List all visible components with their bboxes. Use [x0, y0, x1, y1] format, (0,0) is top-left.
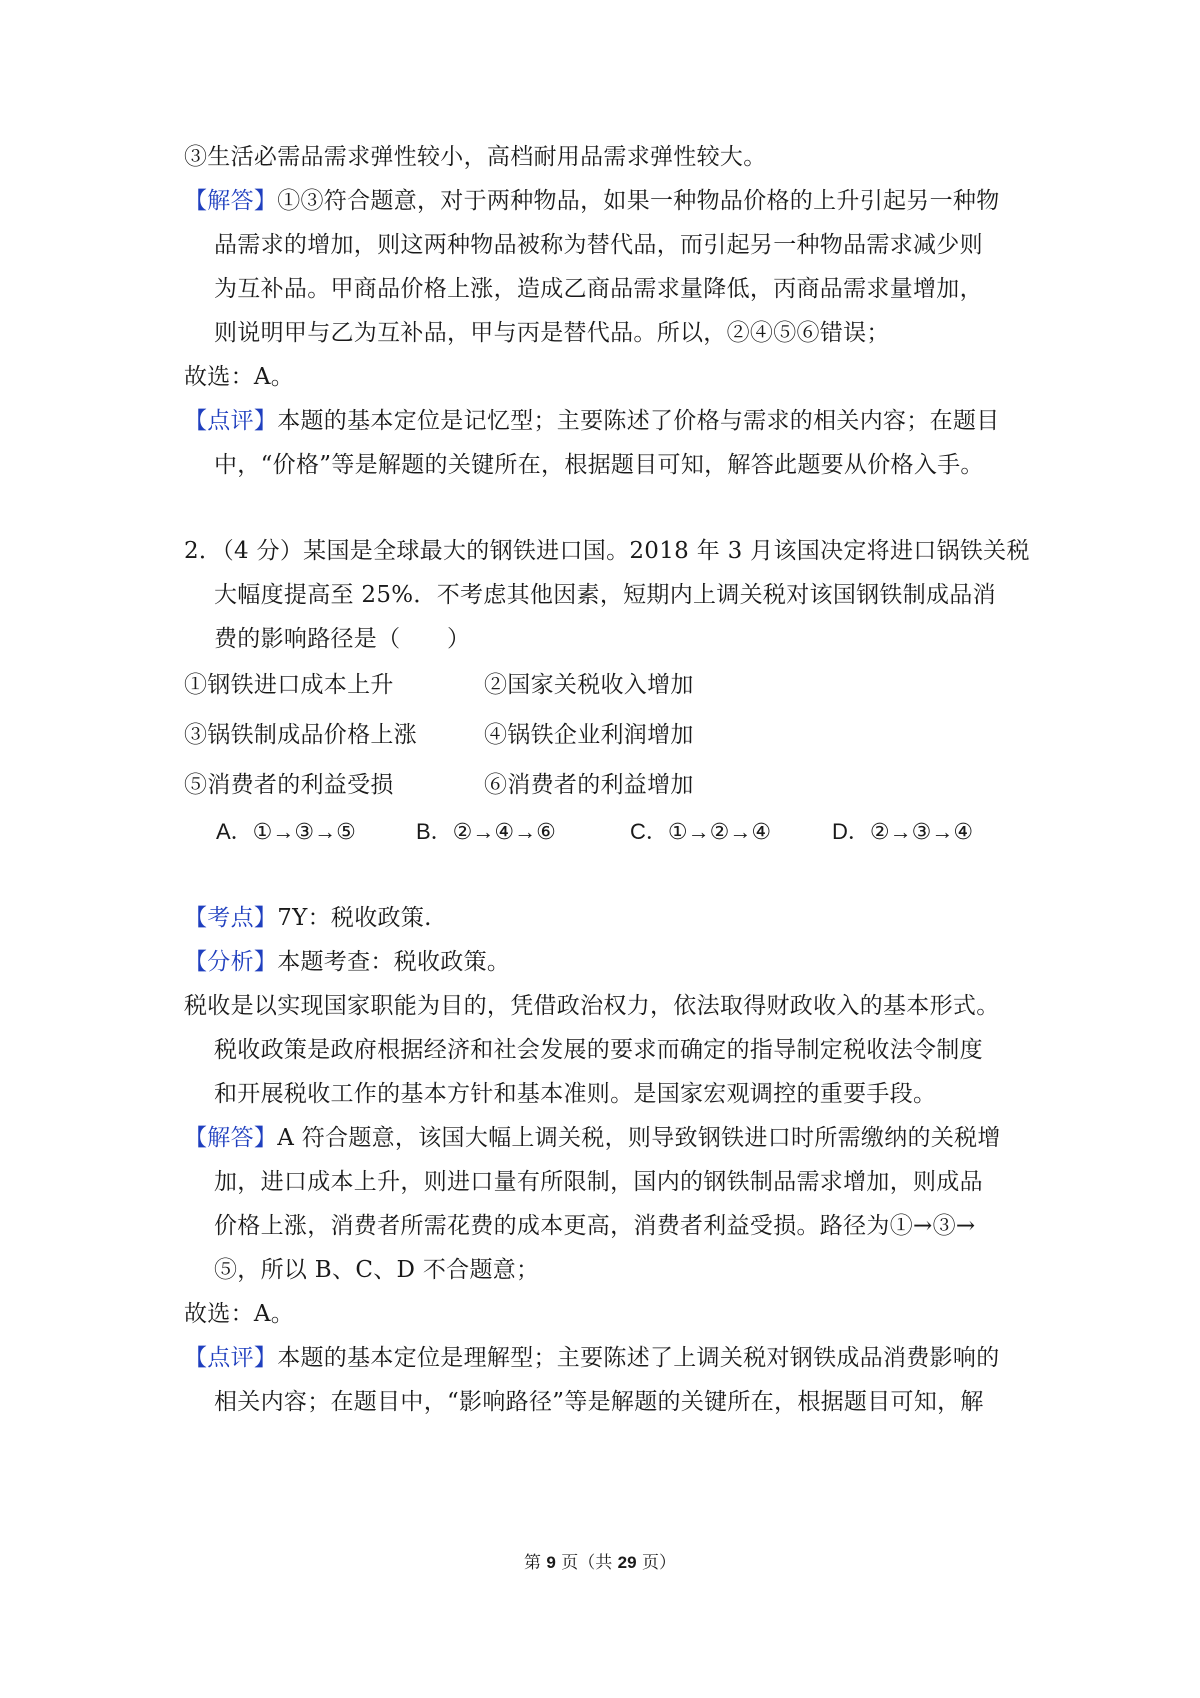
current-page-number: 9 — [546, 1553, 556, 1572]
q1-choice: 故选：A。 — [184, 364, 295, 390]
q2-stem-line-2: 大幅度提高至 25%．不考虑其他因素，短期内上调关税对该国钢铁制成品消 — [214, 582, 996, 608]
fenxi-tag: 【分析】 — [184, 949, 278, 975]
q2-option-a: A．①→③→⑤ — [216, 819, 356, 844]
q2-stem-line-1: 2．（4 分）某国是全球最大的钢铁进口国。2018 年 3 月该国决定将进口锅铁关税 — [184, 538, 1030, 564]
q2-comment-line-2: 相关内容；在题目中，“影响路径”等是解题的关键所在，根据题目可知，解 — [214, 1389, 984, 1415]
q2-option-b: B．②→④→⑥ — [416, 819, 556, 844]
q2-option-c: C．①→②→④ — [630, 819, 772, 844]
q1-comment-line-1: 【点评】本题的基本定位是记忆型；主要陈述了价格与需求的相关内容；在题目 — [184, 408, 1000, 434]
q2-analysis-line-1: 税收是以实现国家职能为目的，凭借政治权力，依法取得财政收入的基本形式。 — [184, 993, 1000, 1019]
q2-choice: 故选：A。 — [184, 1301, 295, 1327]
q2-item-3: ③锅铁制成品价格上涨 — [184, 722, 417, 748]
q2-analysis-line-3: 和开展税收工作的基本方针和基本准则。是国家宏观调控的重要手段。 — [214, 1081, 937, 1107]
q2-item-5: ⑤消费者的利益受损 — [184, 772, 394, 798]
answer-tag: 【解答】 — [184, 1125, 278, 1151]
q1-answer-line-1: 【解答】①③符合题意，对于两种物品，如果一种物品价格的上升引起另一种物 — [184, 188, 1000, 214]
q2-answer-line-3: 价格上涨，消费者所需花费的成本更高，消费者利益受损。路径为①→③→ — [214, 1213, 976, 1239]
comment-tag: 【点评】 — [184, 1345, 278, 1371]
q2-stem-line-3: 费的影响路径是（ ） — [214, 626, 471, 652]
comment-tag: 【点评】 — [184, 408, 278, 434]
q2-item-6: ⑥消费者的利益增加 — [484, 772, 694, 798]
q1-answer-line-3: 为互补品。甲商品价格上涨，造成乙商品需求量降低，丙商品需求量增加， — [214, 276, 983, 302]
q1-answer-line-2: 品需求的增加，则这两种物品被称为替代品，而引起另一种物品需求减少则 — [214, 232, 983, 258]
total-page-number: 29 — [617, 1553, 637, 1572]
q2-item-1: ①钢铁进口成本上升 — [184, 672, 394, 698]
q2-item-4: ④锅铁企业利润增加 — [484, 722, 694, 748]
q2-answer-line-2: 加，进口成本上升，则进口量有所限制，国内的钢铁制品需求增加，则成品 — [214, 1169, 983, 1195]
q1-comment-line-2: 中，“价格”等是解题的关键所在，根据题目可知，解答此题要从价格入手。 — [214, 452, 984, 478]
q2-option-d: D．②→③→④ — [832, 819, 974, 844]
q1-premise-3: ③生活必需品需求弹性较小，高档耐用品需求弹性较大。 — [184, 144, 767, 170]
q2-item-2: ②国家关税收入增加 — [484, 672, 694, 698]
q2-comment-line-1: 【点评】本题的基本定位是理解型；主要陈述了上调关税对钢铁成品消费影响的 — [184, 1345, 1000, 1371]
q2-answer-line-1: 【解答】A 符合题意，该国大幅上调关税，则导致钢铁进口时所需缴纳的关税增 — [184, 1125, 1001, 1151]
page-footer: 第 9 页（共 29 页） — [523, 1553, 676, 1573]
q2-kaodian: 【考点】7Y：税收政策. — [184, 905, 432, 931]
q2-answer-line-4: ⑤，所以 B、C、D 不合题意； — [214, 1257, 540, 1283]
q2-analysis-line-2: 税收政策是政府根据经济和社会发展的要求而确定的指导制定税收法令制度 — [214, 1037, 983, 1063]
q2-fenxi: 【分析】本题考查：税收政策。 — [184, 949, 511, 975]
q1-answer-line-4: 则说明甲与乙为互补品，甲与丙是替代品。所以，②④⑤⑥错误； — [214, 320, 890, 346]
answer-tag: 【解答】 — [184, 188, 278, 214]
kaodian-tag: 【考点】 — [184, 905, 278, 931]
